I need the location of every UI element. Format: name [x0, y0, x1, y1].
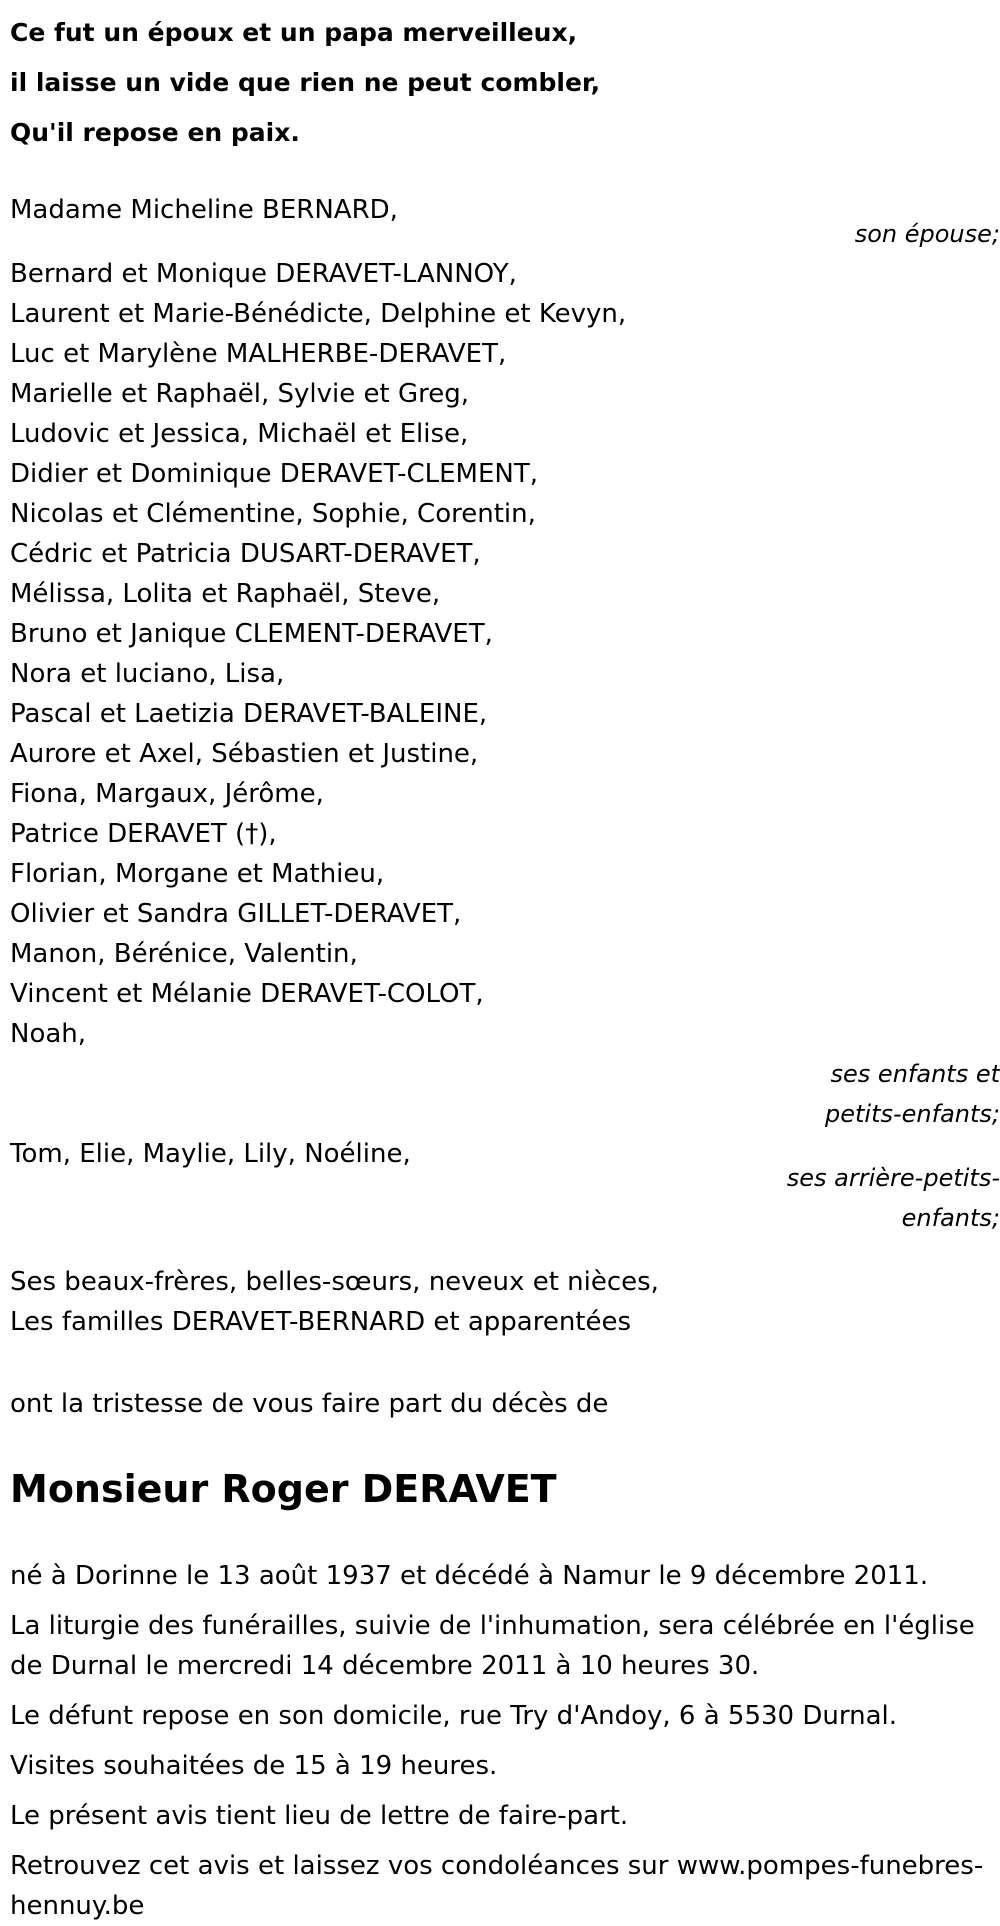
family-line: Manon, Bérénice, Valentin,: [10, 939, 358, 969]
family-line: Marielle et Raphaël, Sylvie et Greg,: [10, 379, 469, 409]
family-line: Pascal et Laetizia DERAVET-BALEINE,: [10, 699, 488, 729]
family-line: Patrice DERAVET (†),: [10, 819, 277, 849]
spouse-role: son épouse;: [854, 220, 1000, 248]
family-line: Noah,: [10, 1019, 87, 1049]
extended-family-line: Les familles DERAVET-BERNARD et apparentées: [10, 1307, 632, 1337]
family-line: Aurore et Axel, Sébastien et Justine,: [10, 739, 479, 769]
extended-family-line: Ses beaux-frères, belles-sœurs, neveux et nièces,: [10, 1267, 659, 1297]
detail-line: né à Dorinne le 13 août 1937 et décédé à Namur le 9 décembre 2011.: [10, 1561, 929, 1591]
great-grandchildren-role-line: ses arrière-petits-: [786, 1164, 1000, 1192]
extended-family-section: [10, 1262, 1000, 1342]
family-line: Bernard et Monique DERAVET-LANNOY,: [10, 259, 517, 289]
family-line: Cédric et Patricia DUSART-DERAVET,: [10, 539, 481, 569]
family-line: Nicolas et Clémentine, Sophie, Corentin,: [10, 499, 536, 529]
children-role-line: ses enfants et: [830, 1060, 1000, 1088]
detail-line: Le présent avis tient lieu de lettre de faire-part.: [10, 1801, 629, 1831]
details-section: [10, 1556, 1000, 1926]
detail-line: Retrouvez cet avis et laissez vos condoléances sur www.pompes-funebres-hennuy.be: [10, 1851, 984, 1921]
spouse-section: [10, 190, 1000, 254]
poem-line: Qu'il repose en paix.: [10, 118, 300, 147]
children-role-line: petits-enfants;: [825, 1100, 1000, 1128]
family-line: Nora et luciano, Lisa,: [10, 659, 285, 689]
great-grandchildren-names: Tom, Elie, Maylie, Lily, Noéline,: [10, 1139, 411, 1169]
family-line: Vincent et Mélanie DERAVET-COLOT,: [10, 979, 484, 1009]
family-line: Fiona, Margaux, Jérôme,: [10, 779, 324, 809]
family-line: Ludovic et Jessica, Michaël et Elise,: [10, 419, 469, 449]
announcement-text: ont la tristesse de vous faire part du décès de: [10, 1389, 609, 1419]
family-line: Didier et Dominique DERAVET-CLEMENT,: [10, 459, 538, 489]
family-line: Bruno et Janique CLEMENT-DERAVET,: [10, 619, 493, 649]
family-line: Olivier et Sandra GILLET-DERAVET,: [10, 899, 462, 929]
detail-line: Visites souhaitées de 15 à 19 heures.: [10, 1751, 498, 1781]
great-grandchildren-role-line: enfants;: [901, 1204, 1000, 1232]
poem: [10, 0, 1000, 158]
announcement-section: [10, 1384, 1000, 1424]
detail-line: La liturgie des funérailles, suivie de l'inhumation, sera célébrée en l'église de Durnal le mercredi 14 décembre 2011 à 10 heures 30.: [10, 1611, 975, 1681]
children-section: [10, 254, 1000, 1134]
family-line: Luc et Marylène MALHERBE-DERAVET,: [10, 339, 507, 369]
family-line: Florian, Morgane et Mathieu,: [10, 859, 385, 889]
poem-line: il laisse un vide que rien ne peut combler,: [10, 68, 601, 97]
great-grandchildren-section: [10, 1134, 1000, 1238]
detail-line: Le défunt repose en son domicile, rue Try d'Andoy, 6 à 5530 Durnal.: [10, 1701, 897, 1731]
deceased-name: Monsieur Roger DERAVET: [10, 1467, 557, 1511]
poem-line: Ce fut un époux et un papa merveilleux,: [10, 18, 578, 47]
family-line: Laurent et Marie-Bénédicte, Delphine et Kevyn,: [10, 299, 627, 329]
spouse-name: Madame Micheline BERNARD,: [10, 195, 398, 225]
family-line: Mélissa, Lolita et Raphaël, Steve,: [10, 579, 441, 609]
